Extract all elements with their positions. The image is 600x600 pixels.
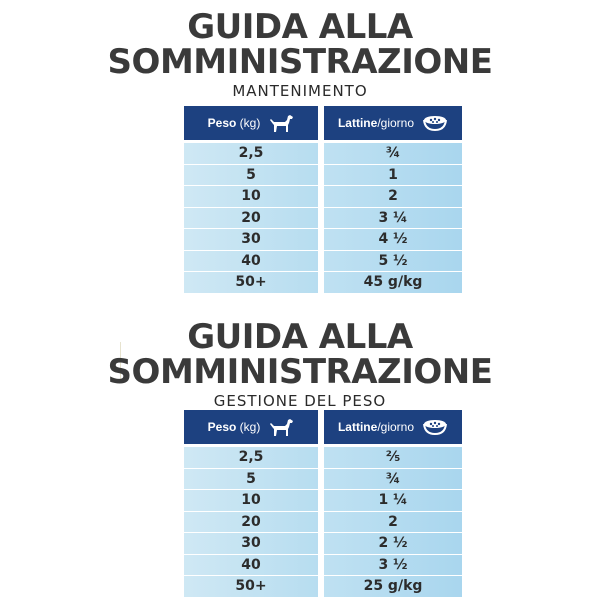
weight-cell: 2,5 xyxy=(184,447,318,468)
amount-cell: 3 ½ xyxy=(324,555,462,576)
feeding-table xyxy=(184,106,462,293)
title-line-2: SOMMINISTRAZIONE xyxy=(107,352,493,392)
header-cans xyxy=(324,106,462,140)
table-row xyxy=(184,533,462,554)
table-row xyxy=(184,165,462,186)
table-row xyxy=(184,229,462,250)
title-line-1: GUIDA ALLA xyxy=(187,7,413,47)
header-weight xyxy=(184,410,318,444)
table-row xyxy=(184,143,462,164)
table-row xyxy=(184,512,462,533)
table-row xyxy=(184,208,462,229)
header-cans-unit: /giorno xyxy=(377,420,415,434)
amount-cell: 2 xyxy=(324,186,462,207)
header-weight-label: Peso xyxy=(207,116,237,130)
weight-cell: 50+ xyxy=(184,272,318,293)
table-row xyxy=(184,469,462,490)
title-line-2: SOMMINISTRAZIONE xyxy=(107,42,493,82)
table-body xyxy=(184,143,462,293)
header-weight xyxy=(184,106,318,140)
amount-cell: 4 ½ xyxy=(324,229,462,250)
amount-cell: 1 xyxy=(324,165,462,186)
section-title xyxy=(0,317,600,392)
food-bowl-icon xyxy=(422,114,448,132)
header-cans-unit: /giorno xyxy=(377,116,415,130)
table-row xyxy=(184,576,462,597)
amount-cell: 45 g/kg xyxy=(324,272,462,293)
amount-cell: ⅖ xyxy=(324,447,462,468)
header-cans xyxy=(324,410,462,444)
header-cans-label: Lattine xyxy=(337,116,378,130)
weight-cell: 50+ xyxy=(184,576,318,597)
amount-cell: 2 xyxy=(324,512,462,533)
amount-cell: 5 ½ xyxy=(324,251,462,272)
header-weight-unit: (kg) xyxy=(239,420,261,434)
feeding-table xyxy=(184,410,462,597)
weight-cell: 30 xyxy=(184,229,318,250)
weight-cell: 10 xyxy=(184,490,318,511)
table-row xyxy=(184,251,462,272)
table-row xyxy=(184,272,462,293)
table-header xyxy=(184,106,462,140)
feeding-guide-weight-management xyxy=(0,317,600,595)
header-cans-label: Lattine xyxy=(337,420,378,434)
title-line-1: GUIDA ALLA xyxy=(187,317,413,357)
table-row xyxy=(184,186,462,207)
table-body xyxy=(184,447,462,597)
weight-cell: 2,5 xyxy=(184,143,318,164)
dog-icon xyxy=(268,417,294,437)
table-row xyxy=(184,447,462,468)
amount-cell: ¾ xyxy=(324,143,462,164)
weight-cell: 5 xyxy=(184,165,318,186)
weight-cell: 10 xyxy=(184,186,318,207)
amount-cell: 2 ½ xyxy=(324,533,462,554)
weight-cell: 20 xyxy=(184,208,318,229)
amount-cell: 1 ¼ xyxy=(324,490,462,511)
table-row xyxy=(184,490,462,511)
weight-cell: 20 xyxy=(184,512,318,533)
weight-cell: 30 xyxy=(184,533,318,554)
section-title xyxy=(0,7,600,82)
amount-cell: 3 ¼ xyxy=(324,208,462,229)
header-weight-unit: (kg) xyxy=(239,116,261,130)
weight-cell: 40 xyxy=(184,555,318,576)
weight-cell: 5 xyxy=(184,469,318,490)
weight-cell: 40 xyxy=(184,251,318,272)
dog-icon xyxy=(268,113,294,133)
food-bowl-icon xyxy=(422,418,448,436)
table-row xyxy=(184,555,462,576)
feeding-guide-maintenance xyxy=(0,7,600,291)
header-weight-label: Peso xyxy=(207,420,237,434)
amount-cell: 25 g/kg xyxy=(324,576,462,597)
section-subtitle: MANTENIMENTO xyxy=(232,82,368,100)
table-header xyxy=(184,410,462,444)
amount-cell: ¾ xyxy=(324,469,462,490)
section-subtitle: GESTIONE DEL PESO xyxy=(213,392,387,410)
